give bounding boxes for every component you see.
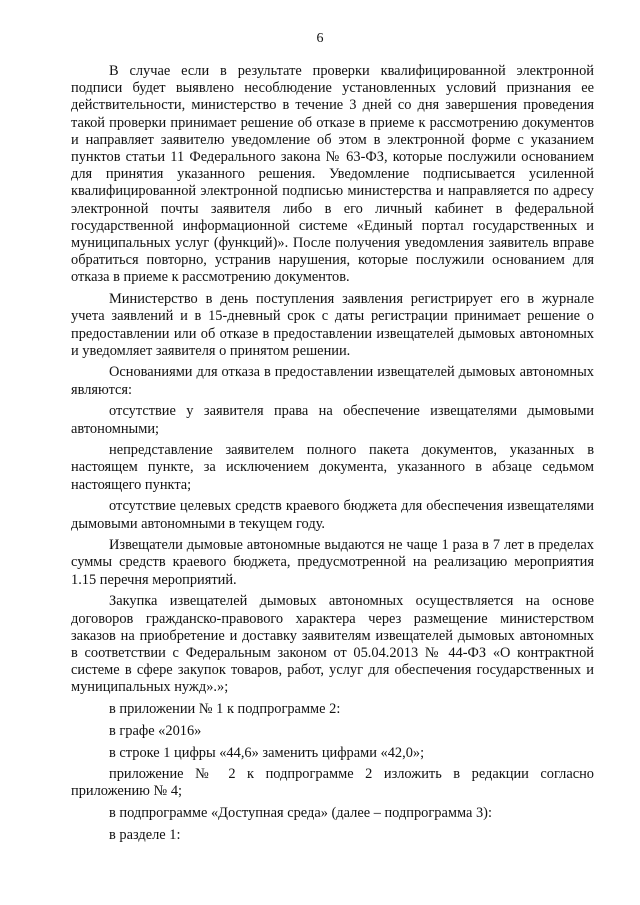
- paragraph-subprogram-3: в подпрограмме «Доступная среда» (далее – подпрограмма 3):: [109, 805, 492, 822]
- list-item-incomplete-documents: непредставление заявителем полного пакета документов, указанных в настоящем пункте, за исключением документа, указанного в абзаце седьмом настоящего пункта;: [71, 442, 594, 493]
- paragraph-registration: Министерство в день поступления заявления регистрирует его в журнале учета заявлений и в 15-дневный срок с даты регистрации принимает решение о предоставлении или об отказе в предоставлении извещателей дымовых автономных и уведомляет заявителя о принятом решении.: [71, 291, 594, 359]
- list-item-no-right: отсутствие у заявителя права на обеспечение извещателями дымовыми автономными;: [71, 403, 594, 437]
- list-item-no-budget: отсутствие целевых средств краевого бюджета для обеспечения извещателями дымовыми автономными в текущем году.: [71, 498, 594, 532]
- paragraph-section-1: в разделе 1:: [109, 826, 181, 843]
- paragraph-procurement: Закупка извещателей дымовых автономных осуществляется на основе договоров гражданско-правового характера через размещение министерством заказов на приобретение и доставку заявителям извещателей дымовых автономных в соответствии с Федеральным законом от 05.04.2013 № 44-ФЗ «О контрактной системе в сфере закупок товаров, работ, услуг для обеспечения государственных и муниципальных нужд».»;: [71, 593, 594, 696]
- page-number: 6: [316, 31, 324, 46]
- document-body: [71, 63, 594, 844]
- paragraph-column-2016: в графе «2016»: [109, 722, 202, 739]
- paragraph-appendix-1: в приложении № 1 к подпрограмме 2:: [109, 701, 341, 718]
- paragraph-signature-check: В случае если в результате проверки квалифицированной электронной подписи будет выявлено несоблюдение установленных условий признания ее действительности, министерство в течение 3 дней со дня завершения проведения такой проверки принимает решение об отказе в приеме к рассмотрению документов и направляет заявителю уведомление об этом в электронной форме с указанием пунктов статьи 11 Федерального закона № 63-ФЗ, которые послужили основанием для принятия указанного решения. Уведомление подписывается усиленной квалифицированной электронной подписью министерства и направляется по адресу электронной почты заявителя либо в его личный кабинет в федеральной государственной информационной системе «Единый портал государственных и муниципальных услуг (функций)». После получения уведомления заявитель вправе обратиться повторно, устранив нарушения, которые послужили основанием для отказа в приеме к рассмотрению документов.: [71, 63, 594, 286]
- paragraph-issue-frequency: Извещатели дымовые автономные выдаются не чаще 1 раза в 7 лет в пределах суммы средств краевого бюджета, предусмотренной на реализацию мероприятия 1.15 перечня мероприятий.: [71, 537, 594, 588]
- paragraph-appendix-2: приложение № 2 к подпрограмме 2 изложить в редакции согласно приложению № 4;: [71, 766, 594, 800]
- paragraph-refusal-grounds: Основаниями для отказа в предоставлении извещателей дымовых автономных являются:: [71, 364, 594, 398]
- paragraph-row-1-change: в строке 1 цифры «44,6» заменить цифрами «42,0»;: [109, 744, 425, 761]
